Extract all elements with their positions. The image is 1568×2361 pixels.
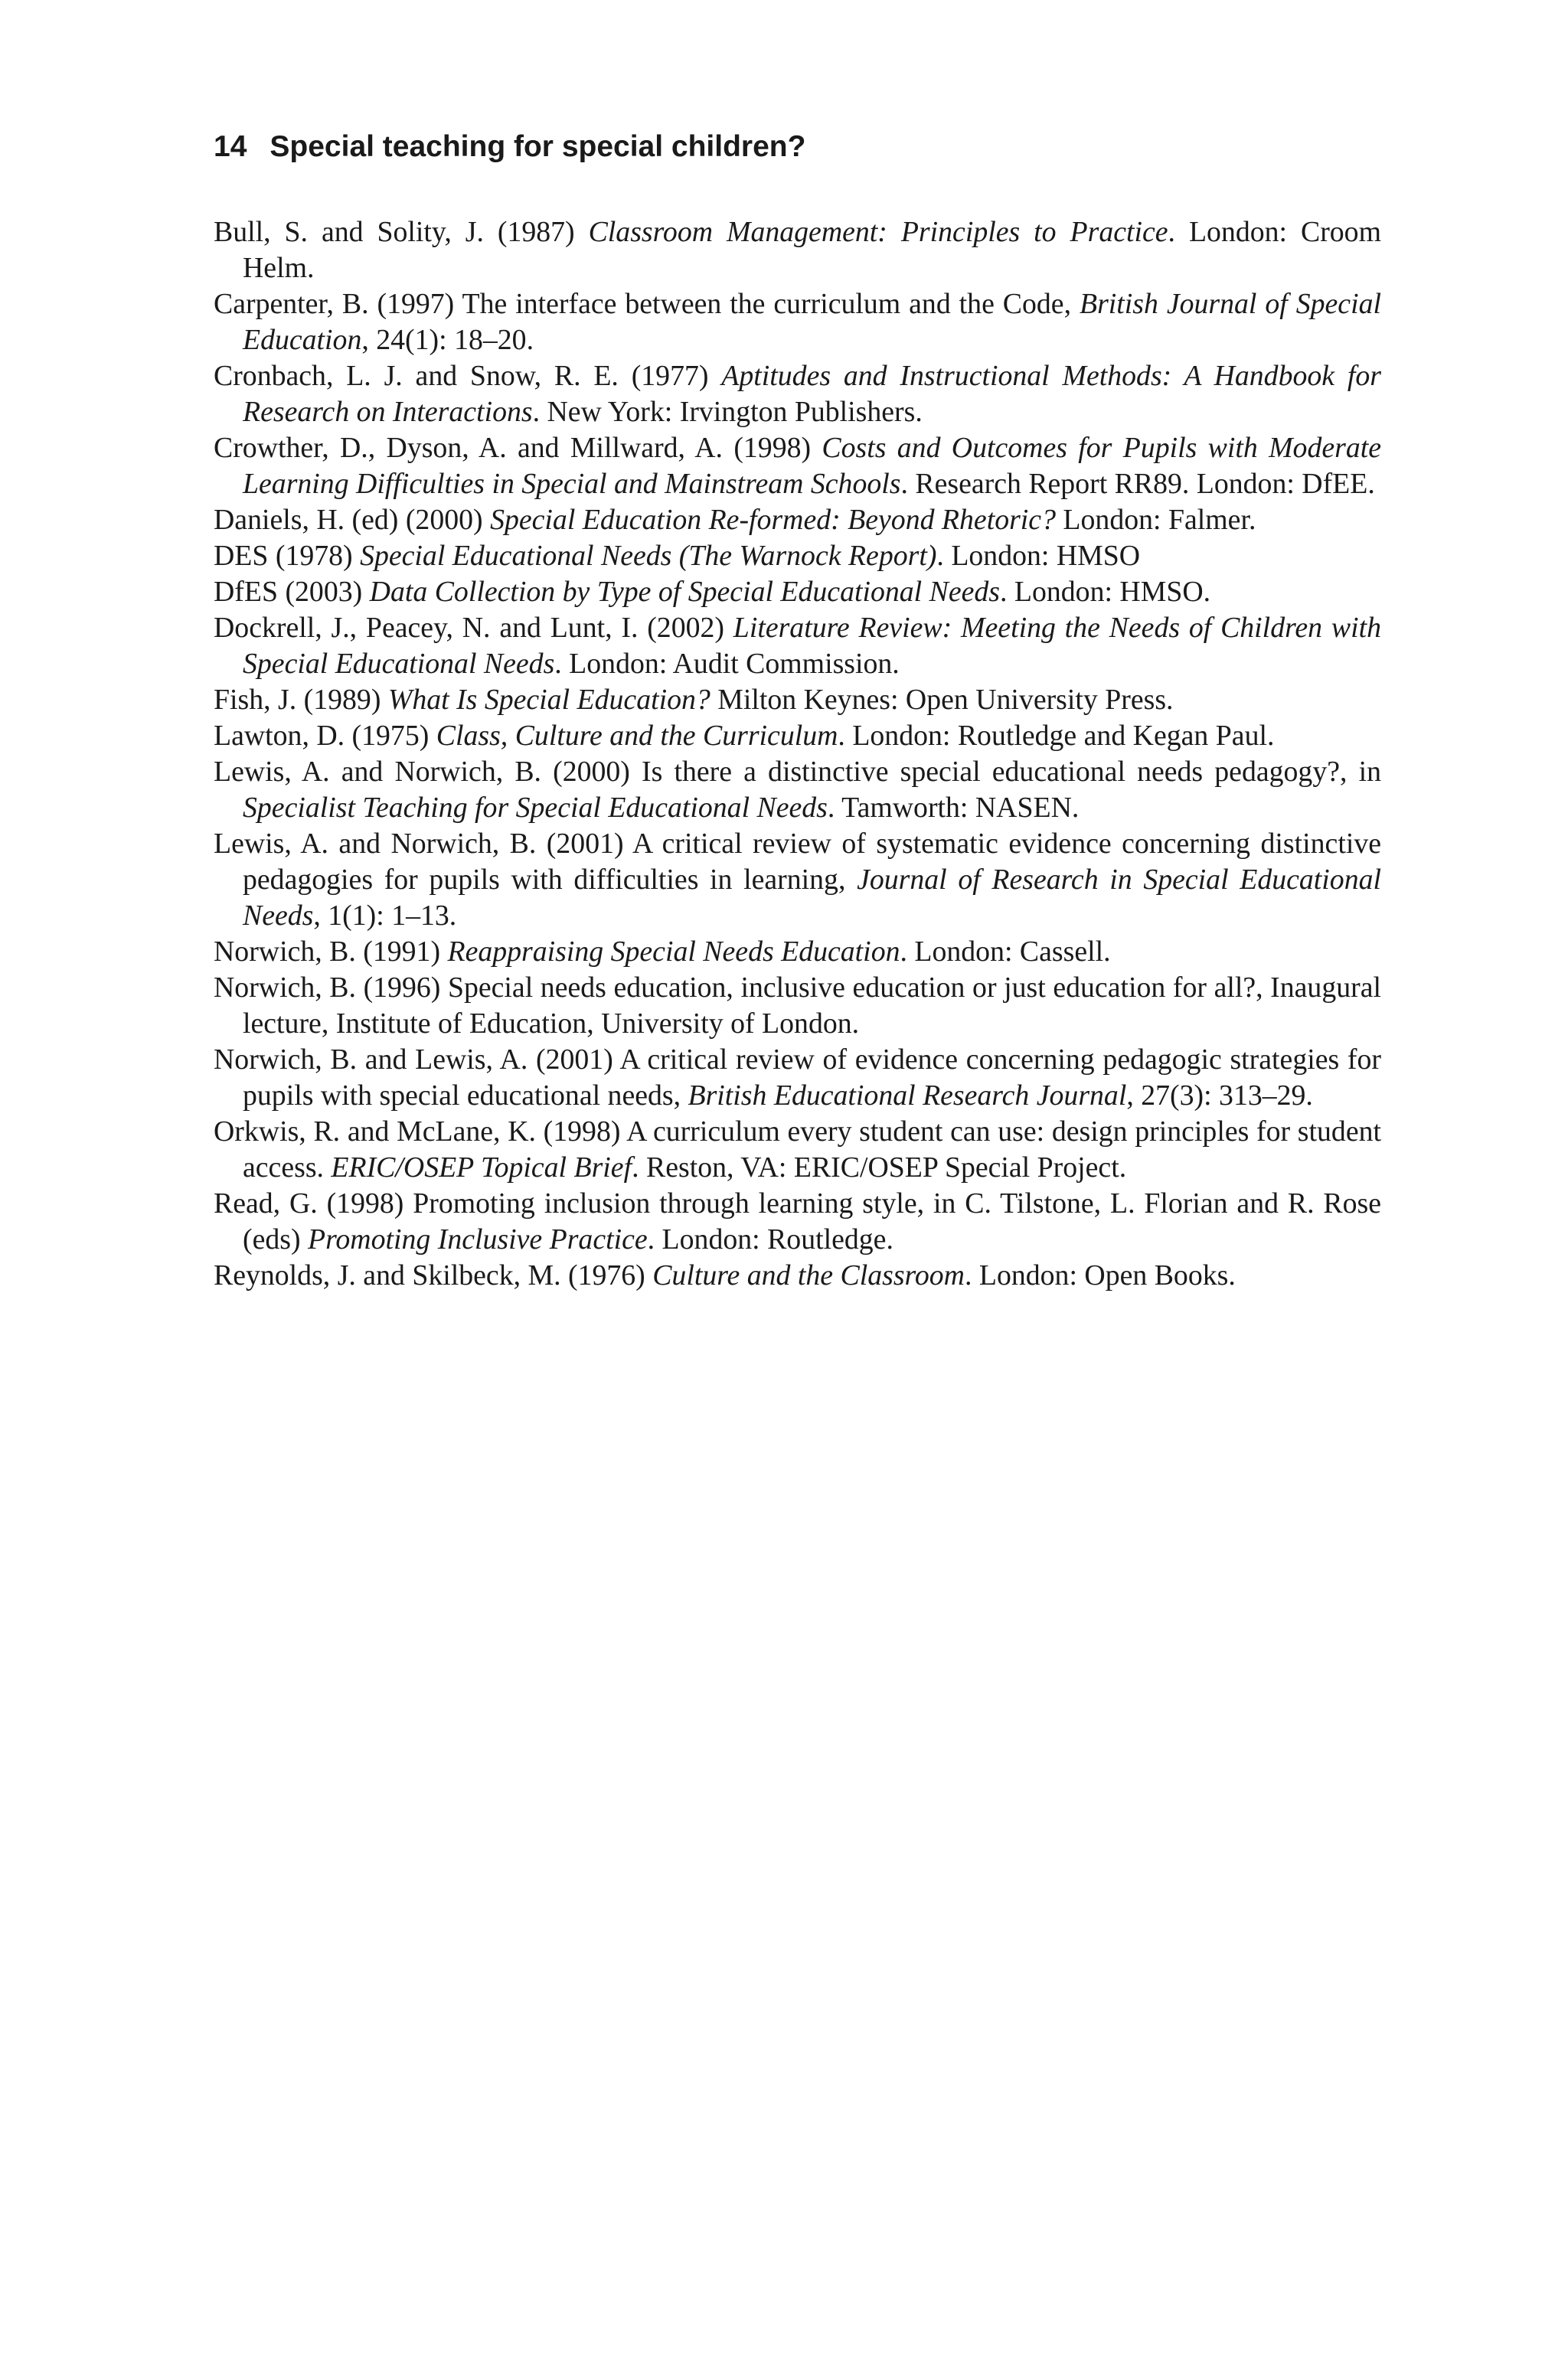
- page-number: 14: [214, 130, 247, 163]
- reference-text: Orkwis, R. and McLane, K. (1998) A curriculum every student can use: design principles for student access.: [214, 1115, 1381, 1184]
- reference-text: . London: HMSO: [936, 540, 1141, 572]
- reference-title: British Educational Research Journal: [688, 1079, 1127, 1112]
- reference-text: Daniels, H. (ed) (2000): [214, 504, 491, 536]
- reference-text: Norwich, B. (1991): [214, 936, 448, 968]
- reference-entry: [214, 754, 1381, 826]
- reference-text: . London: HMSO.: [1000, 576, 1211, 608]
- reference-title: Classroom Management: Principles to Practice: [588, 216, 1168, 248]
- reference-text: Reynolds, J. and Skilbeck, M. (1976): [214, 1259, 653, 1292]
- reference-text: Norwich, B. and Lewis, A. (2001) A critical review of evidence concerning pedagogic strategies for pupils with special educational needs,: [214, 1043, 1381, 1112]
- reference-text: Lewis, A. and Norwich, B. (2001) A critical review of systematic evidence concerning distinctive pedagogies for pupils with difficulties in learning,: [214, 828, 1381, 896]
- reference-text: , 1(1): 1–13.: [313, 900, 457, 932]
- page-header: [214, 129, 805, 165]
- reference-entry: [214, 826, 1381, 934]
- reference-text: , 24(1): 18–20.: [361, 324, 534, 356]
- reference-title: What Is Special Education?: [387, 684, 710, 716]
- reference-text: Lawton, D. (1975): [214, 720, 436, 752]
- reference-text: . Reston, VA: ERIC/OSEP Special Project.: [632, 1151, 1127, 1184]
- reference-text: Crowther, D., Dyson, A. and Millward, A. (1998): [214, 432, 822, 464]
- running-title: Special teaching for special children?: [270, 130, 806, 163]
- reference-text: DfES (2003): [214, 576, 370, 608]
- reference-title: Journal of Research in Special Educational Needs: [243, 864, 1381, 932]
- reference-entry: [214, 214, 1381, 286]
- reference-entry: [214, 538, 1381, 574]
- reference-text: . New York: Irvington Publishers.: [532, 396, 923, 428]
- reference-text: Lewis, A. and Norwich, B. (2000) Is there a distinctive special educational needs pedagogy?, in: [214, 756, 1381, 788]
- reference-title: Reappraising Special Needs Education: [447, 936, 900, 968]
- reference-text: Dockrell, J., Peacey, N. and Lunt, I. (2002): [214, 612, 733, 644]
- reference-entry: [214, 286, 1381, 358]
- reference-title: British Journal of Special Education: [243, 288, 1381, 356]
- reference-entry: [214, 934, 1381, 970]
- reference-text: , 27(3): 313–29.: [1126, 1079, 1313, 1112]
- reference-text: . London: Routledge and Kegan Paul.: [838, 720, 1275, 752]
- reference-entry: [214, 610, 1381, 682]
- reference-text: Milton Keynes: Open University Press.: [710, 684, 1174, 716]
- reference-text: DES (1978): [214, 540, 361, 572]
- reference-title: Literature Review: Meeting the Needs of Children with Special Educational Needs: [243, 612, 1381, 680]
- reference-title: Specialist Teaching for Special Educational Needs: [243, 792, 828, 824]
- reference-title: Culture and the Classroom: [652, 1259, 965, 1292]
- reference-text: Read, G. (1998) Promoting inclusion through learning style, in C. Tilstone, L. Florian and R. Rose (eds): [214, 1187, 1381, 1256]
- reference-text: Fish, J. (1989): [214, 684, 388, 716]
- reference-entry: [214, 970, 1381, 1042]
- reference-title: Class, Culture and the Curriculum: [436, 720, 838, 752]
- reference-text: Norwich, B. (1996) Special needs education, inclusive education or just education for all?, Inaugural lecture, Institute of Education, University of London.: [214, 972, 1381, 1040]
- reference-title: Costs and Outcomes for Pupils with Moderate Learning Difficulties in Special and Mainstream Schools: [243, 432, 1382, 500]
- reference-text: . London: Routledge.: [647, 1223, 893, 1256]
- reference-text: London: Falmer.: [1055, 504, 1256, 536]
- reference-entry: [214, 682, 1381, 718]
- reference-entry: [214, 1042, 1381, 1114]
- reference-title: Promoting Inclusive Practice: [308, 1223, 648, 1256]
- reference-title: Aptitudes and Instructional Methods: A Handbook for Research on Interactions: [243, 360, 1381, 428]
- reference-text: . Tamworth: NASEN.: [827, 792, 1080, 824]
- reference-title: Special Education Re-formed: Beyond Rhetoric?: [490, 504, 1056, 536]
- reference-entry: [214, 1186, 1381, 1258]
- reference-entry: [214, 358, 1381, 430]
- reference-text: . London: Croom Helm.: [243, 216, 1381, 284]
- reference-text: . London: Audit Commission.: [554, 648, 900, 680]
- reference-title: Special Educational Needs (The Warnock Report): [360, 540, 937, 572]
- reference-entry: [214, 1258, 1381, 1294]
- reference-text: . London: Cassell.: [900, 936, 1111, 968]
- reference-entry: [214, 1114, 1381, 1186]
- reference-title: Data Collection by Type of Special Educational Needs: [369, 576, 1000, 608]
- reference-text: Cronbach, L. J. and Snow, R. E. (1977): [214, 360, 722, 392]
- reference-entry: [214, 502, 1381, 538]
- reference-title: ERIC/OSEP Topical Brief: [331, 1151, 632, 1184]
- reference-text: Carpenter, B. (1997) The interface between the curriculum and the Code,: [214, 288, 1080, 320]
- reference-entry: [214, 574, 1381, 610]
- reference-list: [214, 214, 1381, 1294]
- reference-text: Bull, S. and Solity, J. (1987): [214, 216, 589, 248]
- reference-text: . London: Open Books.: [964, 1259, 1236, 1292]
- reference-text: . Research Report RR89. London: DfEE.: [900, 468, 1375, 500]
- reference-entry: [214, 430, 1381, 502]
- reference-entry: [214, 718, 1381, 754]
